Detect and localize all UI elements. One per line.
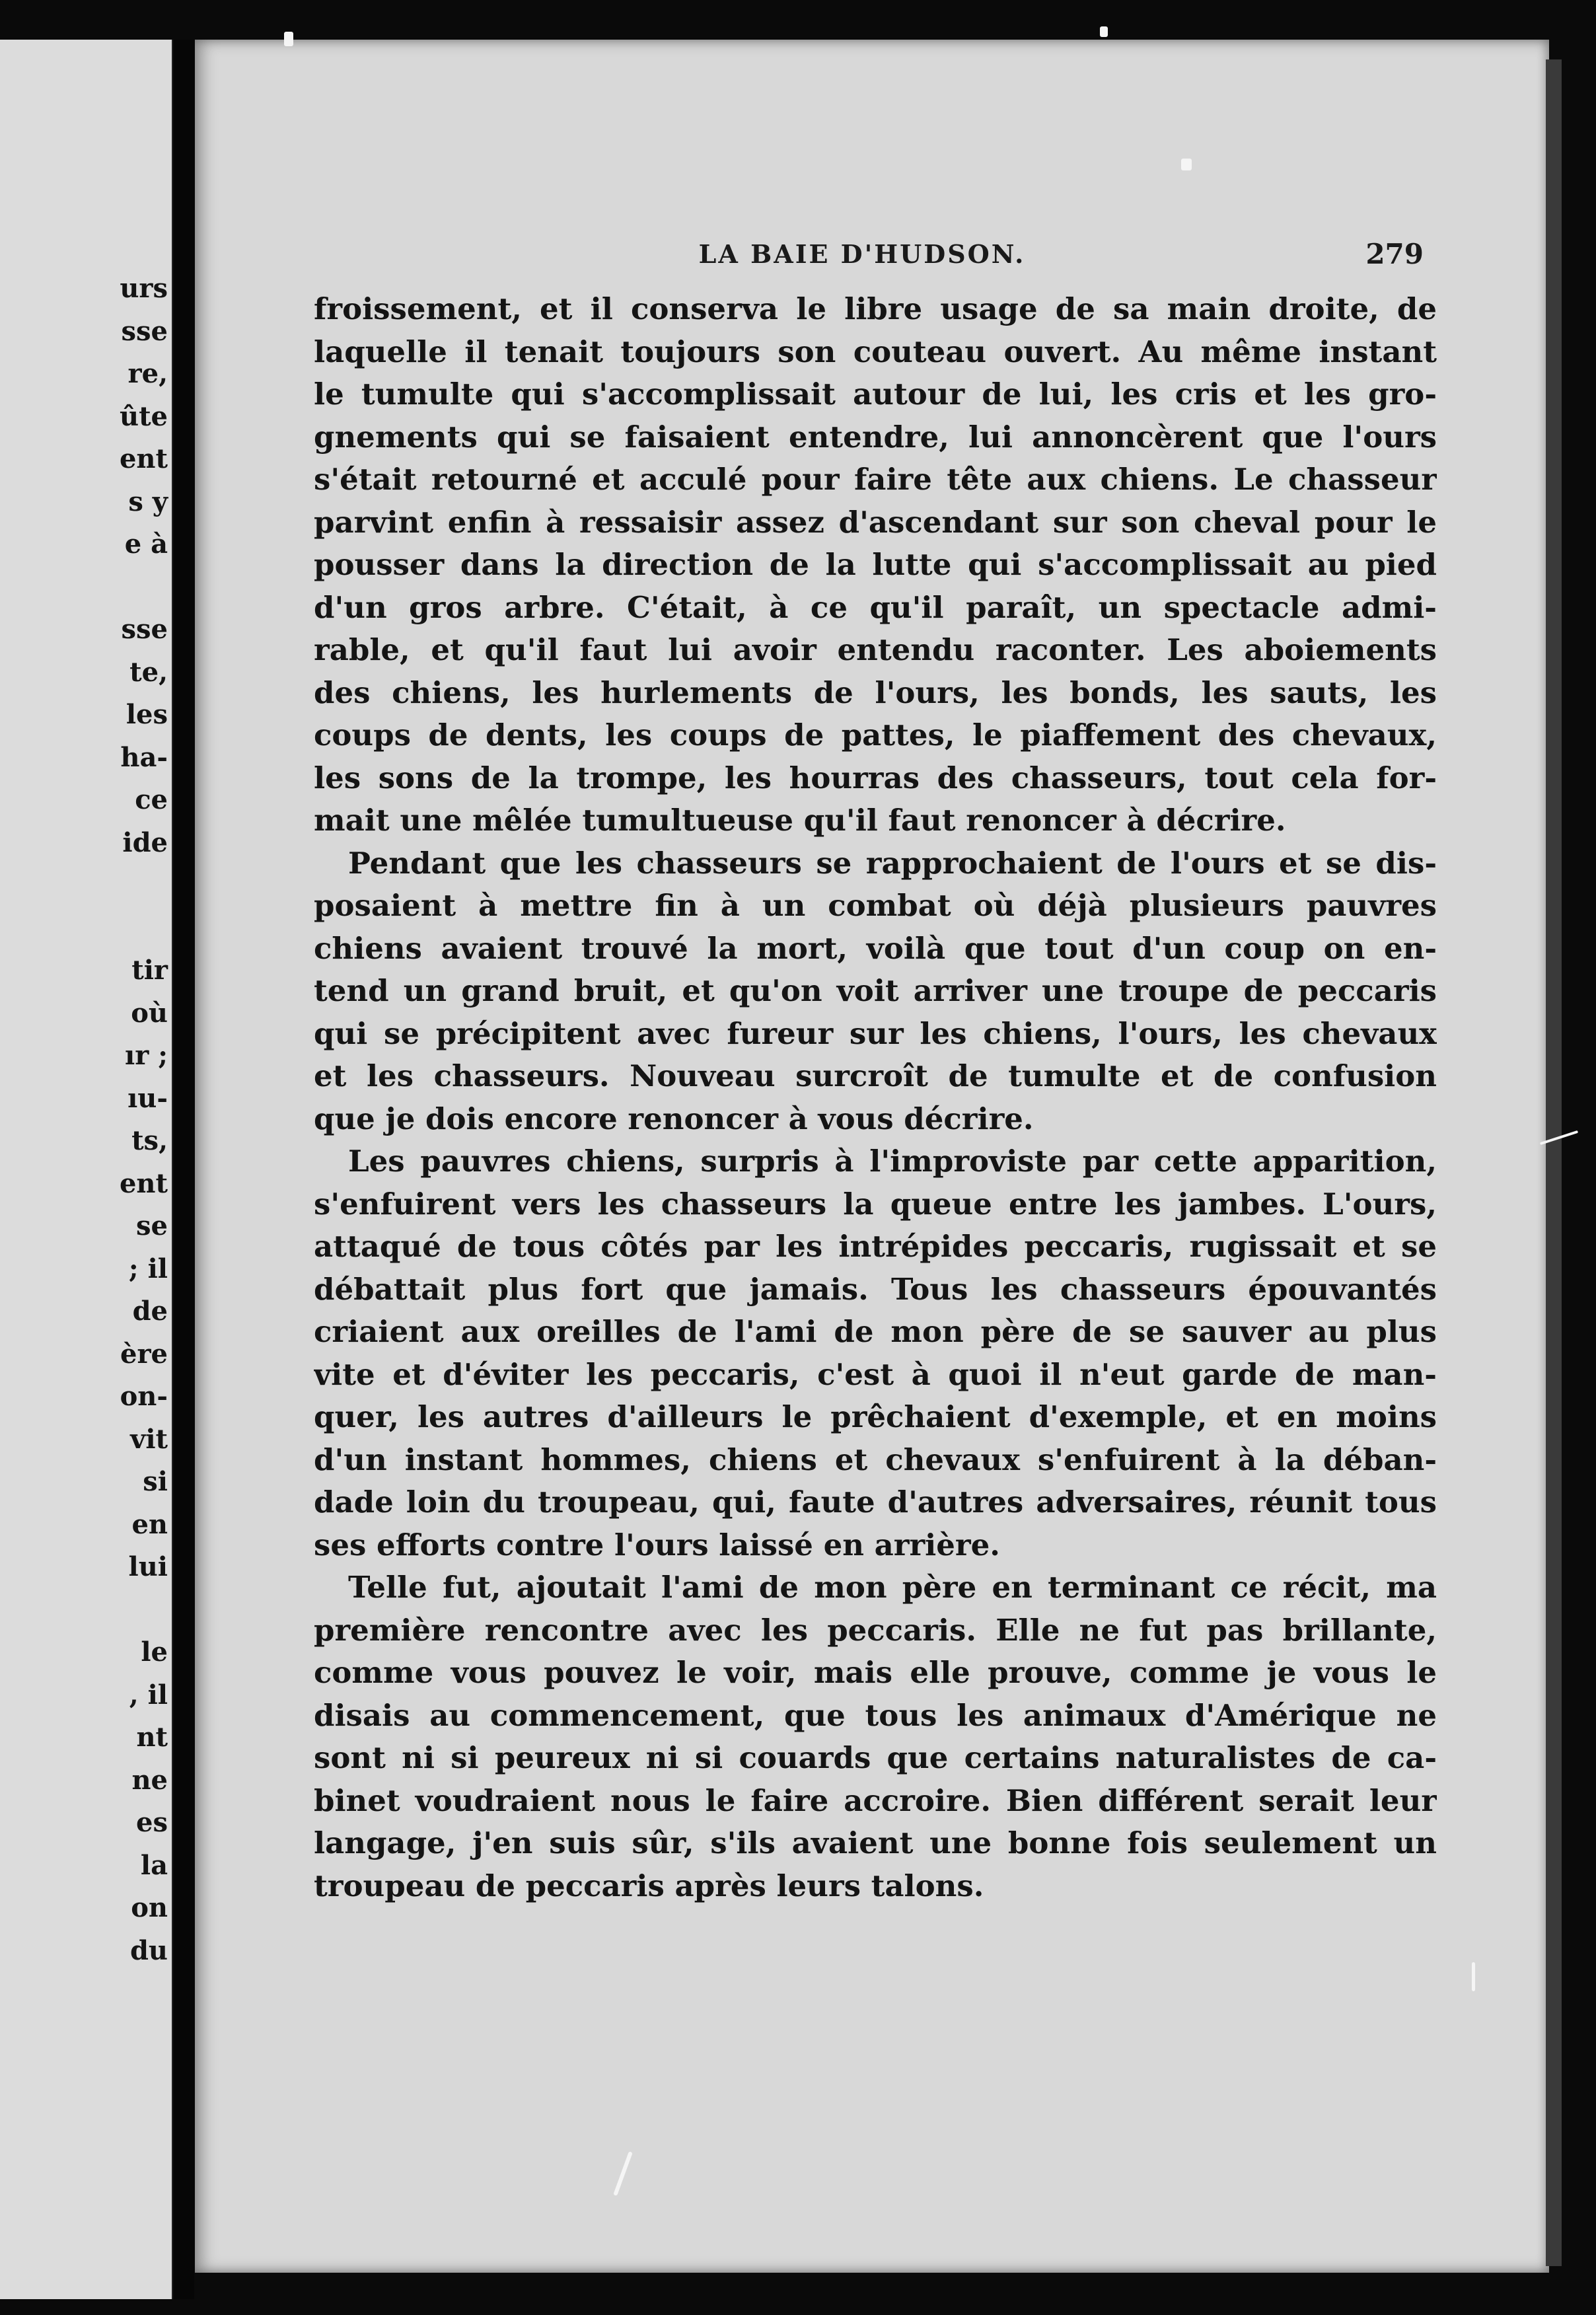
facing-page-fragment: sse xyxy=(121,614,168,645)
text-line: troupeau de peccaris après leurs talons. xyxy=(314,1868,984,1903)
facing-page-fragment xyxy=(13,864,172,907)
page-header xyxy=(301,235,1424,274)
text-line: le tumulte qui s'accomplissait autour de lui, les cris et les gro- xyxy=(314,377,1437,412)
facing-page-fragment: ûte xyxy=(119,400,168,432)
facing-page-fragment: vit xyxy=(130,1423,168,1455)
scan-speck xyxy=(1100,26,1108,37)
text-line: binet voudraient nous le faire accroire. Bien différent serait leur xyxy=(314,1782,1437,1818)
page-edge-shadow xyxy=(1546,59,1562,2266)
text-line: Pendant que les chasseurs se rapprochaient de l'ours et se dis- xyxy=(348,845,1437,881)
facing-page-fragment: ha- xyxy=(120,741,168,773)
text-line: des chiens, les hurlements de l'ours, les bonds, les sauts, les xyxy=(314,675,1437,710)
facing-page-text-fragments xyxy=(13,268,172,1972)
text-line: ses efforts contre l'ours laissé en arrière. xyxy=(314,1527,1000,1562)
text-line: dade loin du troupeau, qui, faute d'autres adversaires, réunit tous xyxy=(314,1485,1437,1520)
facing-page-fragment: ide xyxy=(122,827,168,858)
text-line: laquelle il tenait toujours son couteau ouvert. Au même instant xyxy=(314,334,1437,369)
facing-page-fragment: lui xyxy=(128,1551,168,1582)
facing-page-fragment: les xyxy=(126,699,168,730)
facing-page-fragment: sse xyxy=(121,315,168,347)
text-line: tend un grand bruit, et qu'on voit arriver une troupe de peccaris xyxy=(314,973,1437,1008)
facing-page-fragment: ; il xyxy=(128,1253,168,1284)
text-line: qui se précipitent avec fureur sur les chiens, l'ours, les chevaux xyxy=(314,1015,1437,1051)
facing-page-fragment: te, xyxy=(129,656,168,688)
facing-page-fragment: se xyxy=(136,1210,168,1241)
facing-page-fragment: ır ; xyxy=(125,1040,168,1071)
text-line: criaient aux oreilles de l'ami de mon père de se sauver au plus xyxy=(314,1314,1437,1349)
facing-page-fragment: es xyxy=(136,1807,168,1838)
text-line: quer, les autres d'ailleurs le prêchaient d'exemple, et en moins xyxy=(314,1399,1437,1434)
facing-page-fragment: ent xyxy=(119,1167,168,1199)
text-line: d'un gros arbre. C'était, à ce qu'il paraît, un spectacle admi- xyxy=(314,589,1437,625)
text-line: Telle fut, ajoutait l'ami de mon père en terminant ce récit, ma xyxy=(348,1570,1437,1605)
text-line: les sons de la trompe, les hourras des chasseurs, tout cela for- xyxy=(314,760,1437,795)
facing-page xyxy=(0,40,176,2299)
text-line: mait une mêlée tumultueuse qu'il faut renoncer à décrire. xyxy=(314,803,1286,838)
facing-page-fragment: on xyxy=(131,1892,168,1923)
text-line: disais au commencement, que tous les animaux d'Amérique ne xyxy=(314,1697,1437,1733)
facing-page-fragment: si xyxy=(143,1466,168,1497)
facing-page-fragment: ıu- xyxy=(127,1082,168,1114)
facing-page-fragment: re, xyxy=(127,358,168,389)
facing-page-fragment: s y xyxy=(128,486,168,517)
text-line: que je dois encore renoncer à vous décrire. xyxy=(314,1101,1034,1136)
text-line: gnements qui se faisaient entendre, lui annoncèrent que l'ours xyxy=(314,419,1437,455)
text-line: Les pauvres chiens, surpris à l'improviste par cette apparition, xyxy=(348,1144,1437,1179)
scan-speck xyxy=(1181,159,1192,170)
facing-page-fragment: de xyxy=(132,1296,168,1327)
facing-page-fragment: e à xyxy=(124,529,168,560)
text-line: chiens avaient trouvé la mort, voilà que tout d'un coup on en- xyxy=(314,930,1437,966)
text-line: pousser dans la direction de la lutte qui s'accomplissait au pied xyxy=(314,547,1437,582)
scan-speck xyxy=(1472,1962,1475,1991)
text-line: comme vous pouvez le voir, mais elle prouve, comme je vous le xyxy=(314,1655,1437,1690)
facing-page-fragment: , il xyxy=(129,1679,168,1710)
facing-page-fragment xyxy=(13,1589,172,1632)
facing-page-fragment: le xyxy=(141,1636,168,1668)
facing-page-fragment: ts, xyxy=(131,1125,168,1156)
text-line: attaqué de tous côtés par les intrépides peccaris, rugissait et se xyxy=(314,1229,1437,1264)
book-gutter xyxy=(173,40,194,2299)
running-title: LA BAIE D'HUDSON. xyxy=(698,239,1026,269)
facing-page-fragment: ce xyxy=(135,784,168,815)
facing-page-fragment: nt xyxy=(136,1722,168,1753)
facing-page-fragment: ent xyxy=(119,443,168,474)
text-line: première rencontre avec les peccaris. Elle ne fut pas brillante, xyxy=(314,1612,1437,1648)
facing-page-fragment: la xyxy=(140,1849,168,1881)
page-number: 279 xyxy=(1365,238,1424,270)
facing-page-fragment: en xyxy=(131,1508,168,1540)
facing-page-fragment: tir xyxy=(131,955,168,986)
facing-page-fragment: urs xyxy=(120,273,168,304)
body-text xyxy=(314,288,1437,1907)
text-line: posaient à mettre fin à un combat où déjà plusieurs pauvres xyxy=(314,888,1437,923)
text-line: vite et d'éviter les peccaris, c'est à quoi il n'eut garde de man- xyxy=(314,1356,1437,1392)
text-line: sont ni si peureux ni si couards que certains naturalistes de ca- xyxy=(314,1740,1437,1775)
text-line: froissement, et il conserva le libre usage de sa main droite, de xyxy=(314,291,1437,326)
facing-page-fragment xyxy=(13,907,172,950)
text-line: langage, j'en suis sûr, s'ils avaient une bonne fois seulement un xyxy=(314,1825,1437,1860)
facing-page-fragment: ne xyxy=(131,1764,168,1796)
facing-page-fragment: ère xyxy=(120,1338,168,1370)
scan-speck xyxy=(284,32,293,46)
text-line: coups de dents, les coups de pattes, le piaffement des chevaux, xyxy=(314,717,1437,753)
book-page xyxy=(195,40,1549,2273)
text-line: s'enfuirent vers les chasseurs la queue entre les jambes. L'ours, xyxy=(314,1186,1437,1222)
text-line: parvint enfin à ressaisir assez d'ascendant sur son cheval pour le xyxy=(314,504,1437,540)
text-line: s'était retourné et acculé pour faire tête aux chiens. Le chasseur xyxy=(314,462,1437,497)
facing-page-fragment: on- xyxy=(120,1381,168,1412)
facing-page-fragment: où xyxy=(131,997,168,1029)
facing-page-fragment: du xyxy=(129,1934,168,1966)
facing-page-fragment xyxy=(13,566,172,609)
text-line: débattait plus fort que jamais. Tous les chasseurs épouvantés xyxy=(314,1271,1437,1307)
text-line: d'un instant hommes, chiens et chevaux s'enfuirent à la déban- xyxy=(314,1442,1437,1477)
text-line: et les chasseurs. Nouveau surcroît de tumulte et de confusion xyxy=(314,1058,1437,1093)
text-line: rable, et qu'il faut lui avoir entendu raconter. Les aboiements xyxy=(314,632,1437,667)
